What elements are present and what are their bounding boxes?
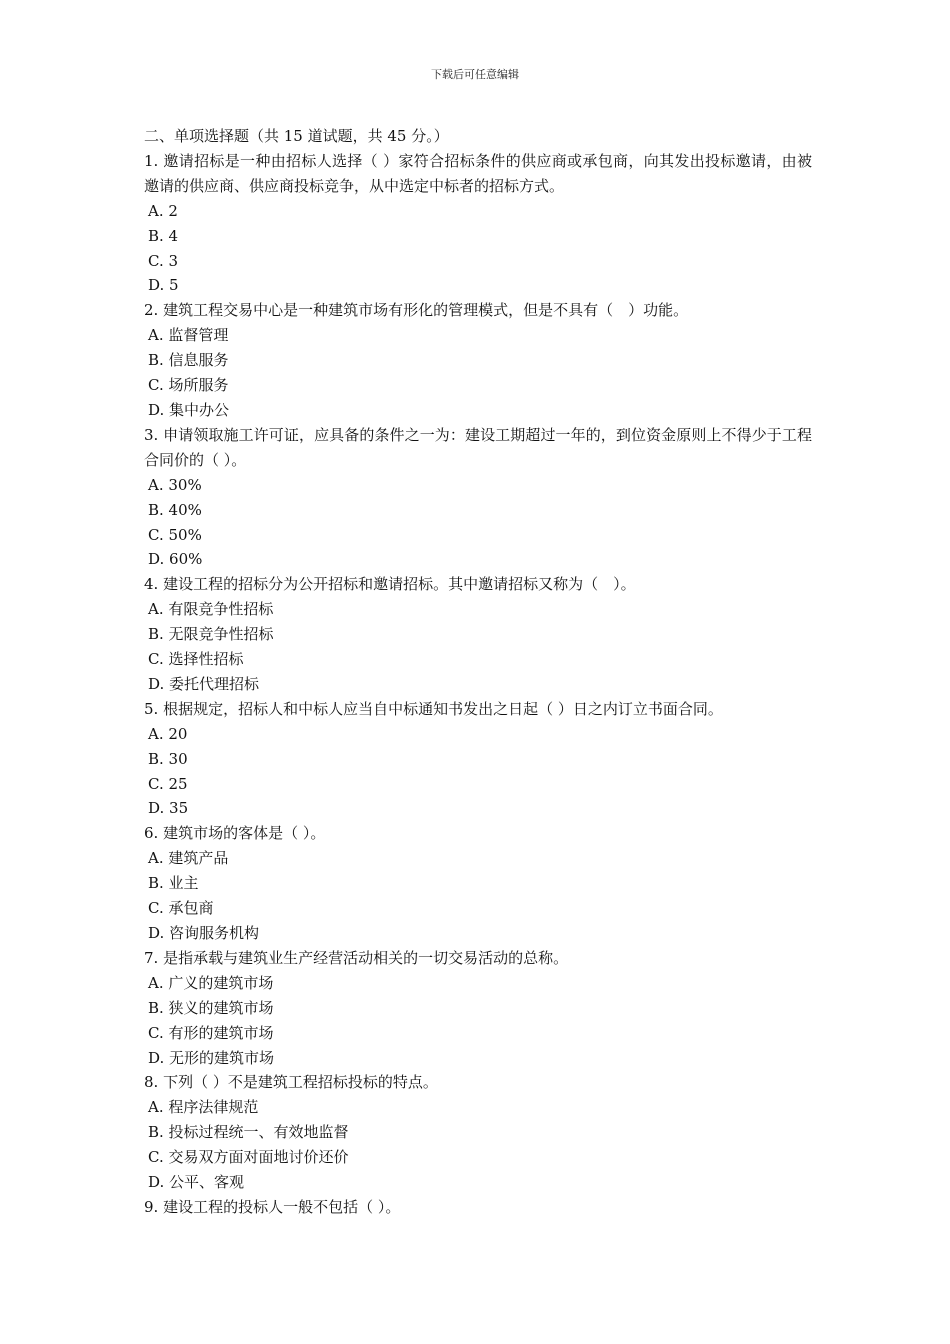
option-a: A. 广义的建筑市场 <box>148 973 274 992</box>
question-3 <box>144 423 812 572</box>
question-2 <box>144 298 812 423</box>
question-4 <box>144 572 812 697</box>
option-c: C. 选择性招标 <box>148 650 244 669</box>
question-7 <box>144 946 812 1071</box>
option-c: C. 承包商 <box>148 899 214 918</box>
question-text: 9. 建设工程的投标人一般不包括（ ）。 <box>144 1197 401 1216</box>
option-d: D. 5 <box>148 276 179 295</box>
option-a: A. 20 <box>148 724 188 743</box>
question-text: 8. 下列（ ）不是建筑工程招标投标的特点。 <box>144 1073 438 1092</box>
question-text: 2. 建筑工程交易中心是一种建筑市场有形化的管理模式，但是不具有（ ）功能。 <box>144 301 689 320</box>
option-d: D. 咨询服务机构 <box>148 924 260 942</box>
option-c: C. 3 <box>148 251 179 270</box>
option-b: B. 业主 <box>148 874 199 893</box>
question-8 <box>144 1070 812 1195</box>
section-title: 二、单项选择题（共 15 道试题，共 45 分。） <box>144 127 449 145</box>
option-b: B. 无限竞争性招标 <box>148 625 274 644</box>
option-d: D. 60% <box>148 550 203 569</box>
question-text: 6. 建筑市场的客体是（ ）。 <box>144 824 326 843</box>
option-d: D. 35 <box>148 799 189 818</box>
question-6 <box>144 821 812 946</box>
question-text: 1. 邀请招标是一种由招标人选择（ ）家符合招标条件的供应商或承包商，向其发出投标邀请，由被邀请的供应商、供应商投标竞争，从中选定中标者的招标方式。 <box>144 151 812 195</box>
option-a: A. 2 <box>148 201 178 220</box>
question-text: 5. 根据规定，招标人和中标人应当自中标通知书发出之日起（ ）日之内订立书面合同。 <box>144 699 723 718</box>
option-a: A. 建筑产品 <box>148 849 229 868</box>
question-text: 4. 建设工程的招标分为公开招标和邀请招标。其中邀请招标又称为（ ）。 <box>144 575 636 594</box>
option-b: B. 狭义的建筑市场 <box>148 998 274 1017</box>
option-c: C. 25 <box>148 774 188 793</box>
option-d: D. 集中办公 <box>148 400 230 419</box>
option-d: D. 公平、客观 <box>148 1173 245 1192</box>
option-c: C. 50% <box>148 525 202 544</box>
option-b: B. 30 <box>148 749 188 768</box>
option-a: A. 30% <box>148 475 202 494</box>
option-c: C. 有形的建筑市场 <box>148 1023 274 1042</box>
option-d: D. 无形的建筑市场 <box>148 1048 275 1067</box>
question-1 <box>144 149 812 298</box>
option-b: B. 40% <box>148 500 202 519</box>
option-a: A. 监督管理 <box>148 326 229 345</box>
option-c: C. 场所服务 <box>148 376 229 395</box>
question-text: 7. 是指承载与建筑业生产经营活动相关的一切交易活动的总称。 <box>144 948 569 967</box>
option-b: B. 4 <box>148 226 179 245</box>
document-body <box>144 124 812 1220</box>
option-a: A. 有限竞争性招标 <box>148 600 274 619</box>
question-5 <box>144 697 812 822</box>
page-header: 下载后可任意编辑 <box>431 68 519 81</box>
option-b: B. 投标过程统一、有效地监督 <box>148 1123 349 1142</box>
question-text: 3. 申请领取施工许可证，应具备的条件之一为：建设工期超过一年的，到位资金原则上不得少于工程合同价的（ ）。 <box>144 425 812 469</box>
option-c: C. 交易双方面对面地讨价还价 <box>148 1148 349 1167</box>
question-9 <box>144 1195 812 1220</box>
option-d: D. 委托代理招标 <box>148 674 260 693</box>
option-b: B. 信息服务 <box>148 351 229 370</box>
option-a: A. 程序法律规范 <box>148 1098 259 1117</box>
